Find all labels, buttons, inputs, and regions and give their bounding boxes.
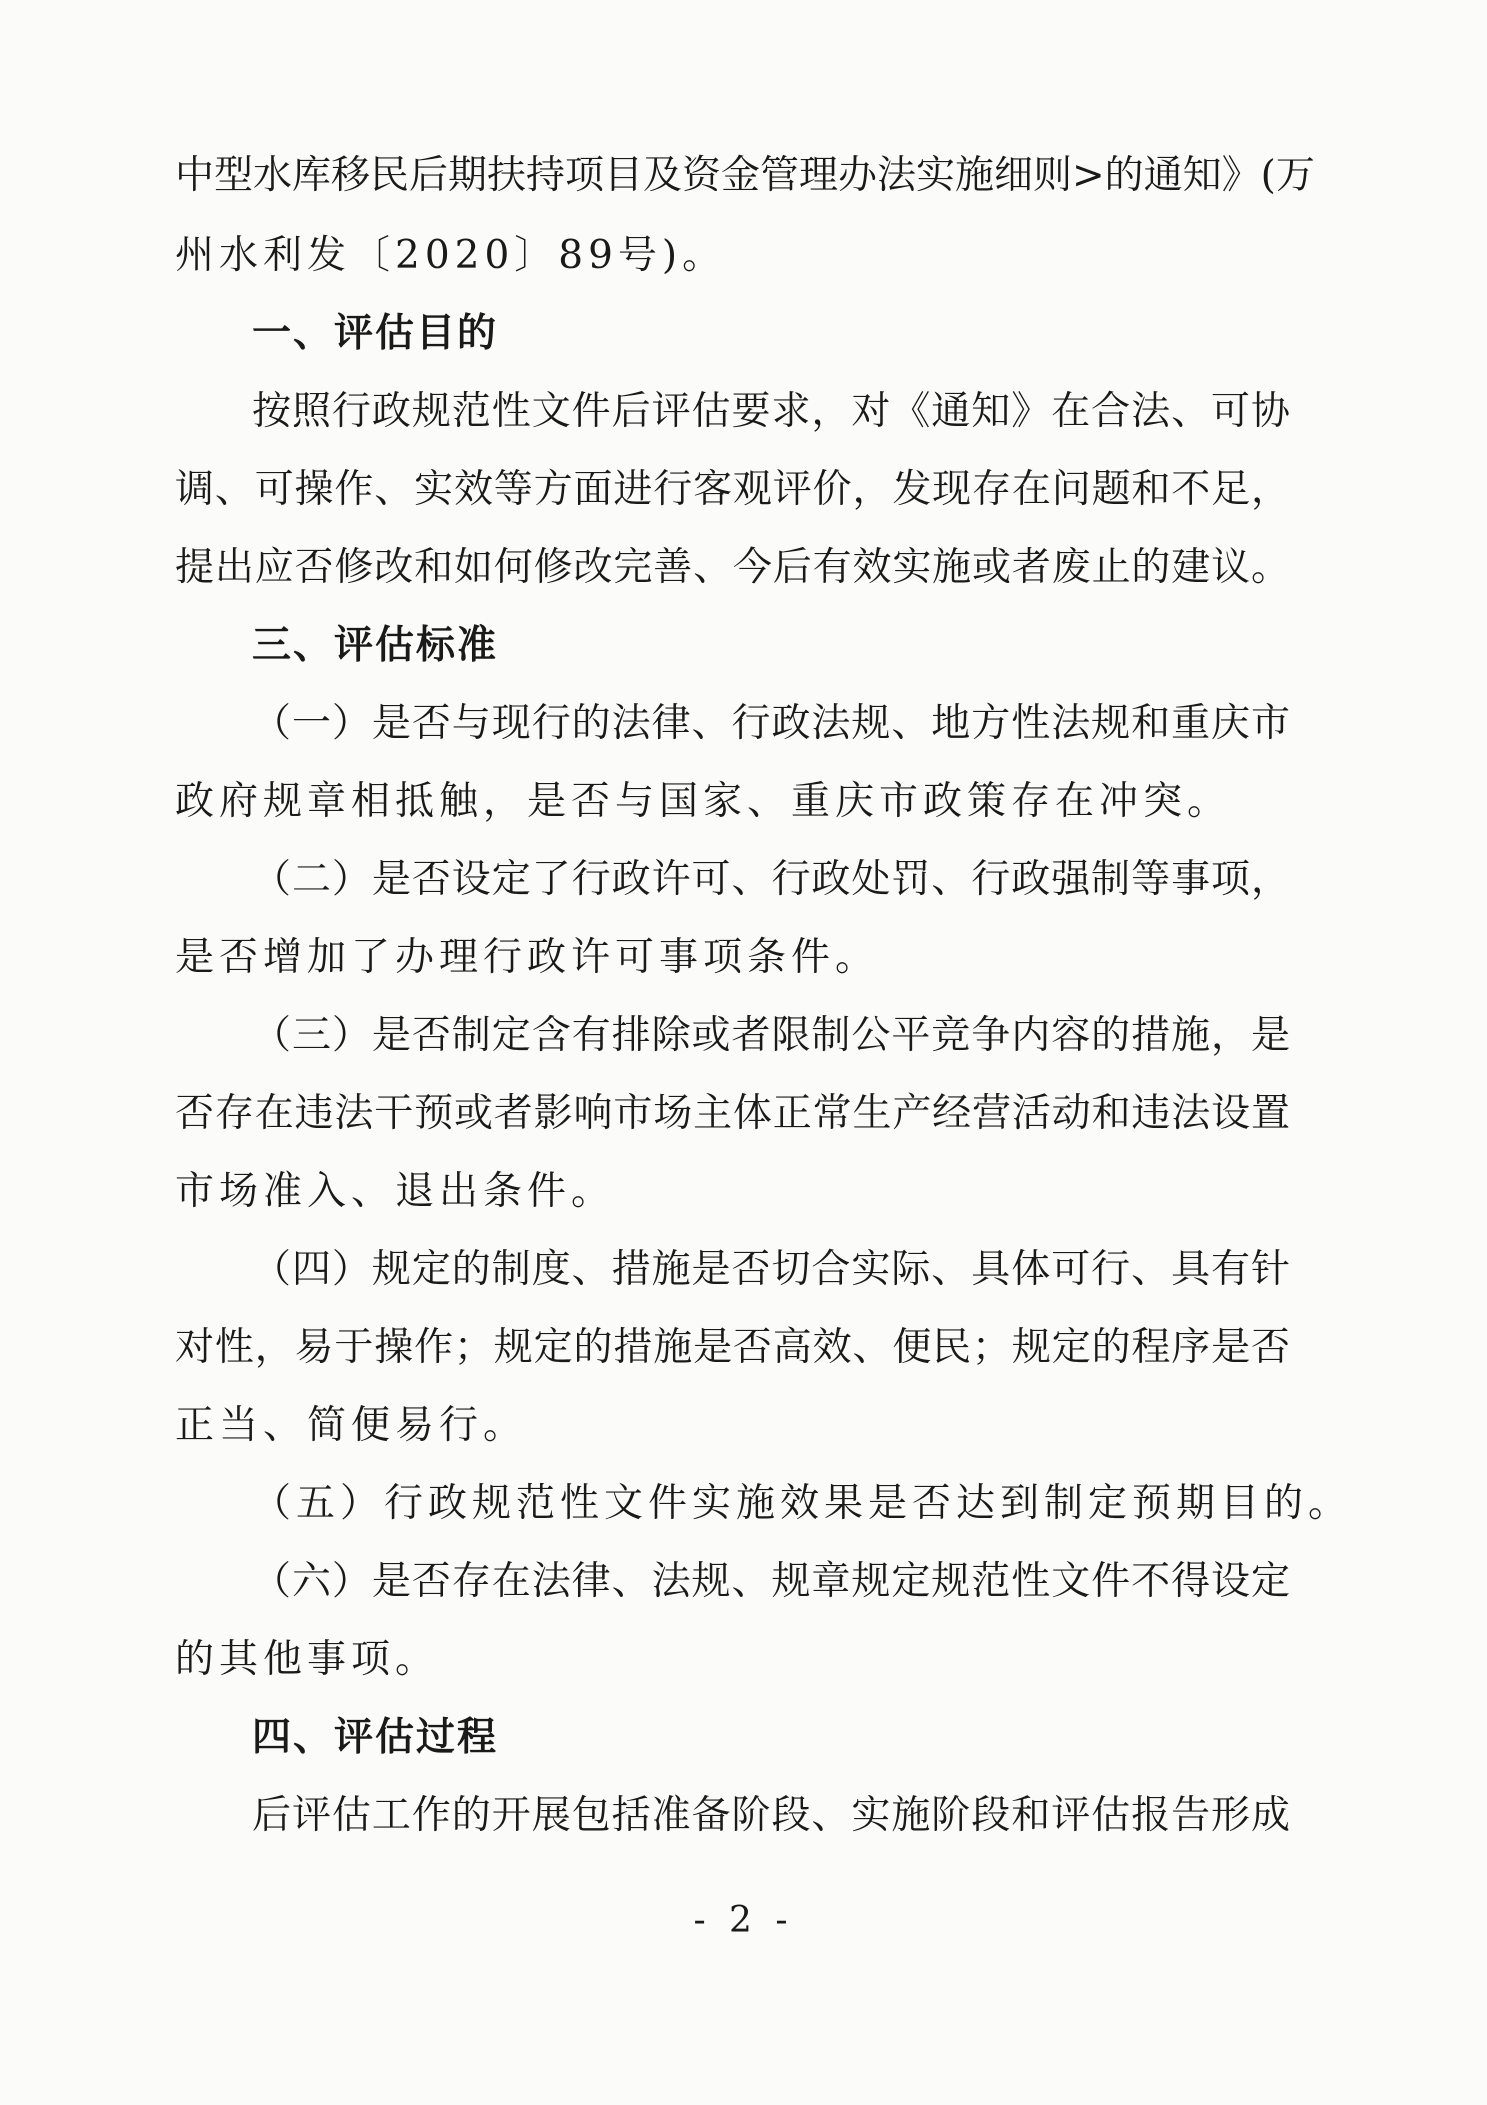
body-line: （一）是否与现行的法律、行政法规、地方性法规和重庆市 <box>252 701 1290 746</box>
section-heading: 四、评估过程 <box>252 1715 499 1760</box>
body-line: 市场准入、退出条件。 <box>175 1169 616 1214</box>
body-line: （二）是否设定了行政许可、行政处罚、行政强制等事项， <box>252 857 1290 902</box>
body-line: 后评估工作的开展包括准备阶段、实施阶段和评估报告形成 <box>252 1793 1290 1838</box>
body-line: 的其他事项。 <box>175 1637 440 1682</box>
body-line: 政府规章相抵触，是否与国家、重庆市政策存在冲突。 <box>175 779 1232 824</box>
body-line: （六）是否存在法律、法规、规章规定规范性文件不得设定 <box>252 1559 1290 1604</box>
body-line: 按照行政规范性文件后评估要求，对《通知》在合法、可协 <box>252 389 1290 434</box>
body-line: 正当、简便易行。 <box>175 1403 528 1448</box>
section-heading: 三、评估标准 <box>252 623 499 668</box>
section-heading: 一、评估目的 <box>252 311 499 356</box>
body-line: 否存在违法干预或者影响市场主体正常生产经营活动和违法设置 <box>175 1091 1290 1136</box>
page-number: - 2 - <box>693 1900 794 1941</box>
body-line: 是否增加了办理行政许可事项条件。 <box>175 935 880 980</box>
body-line: 调、可操作、实效等方面进行客观评价，发现存在问题和不足， <box>175 467 1290 512</box>
body-line: 对性，易于操作；规定的措施是否高效、便民；规定的程序是否 <box>175 1325 1290 1370</box>
body-line: 中型水库移民后期扶持项目及资金管理办法实施细则>的通知》(万 <box>175 153 1315 198</box>
body-line: 提出应否修改和如何修改完善、今后有效实施或者废止的建议。 <box>175 545 1290 590</box>
body-line: （四）规定的制度、措施是否切合实际、具体可行、具有针 <box>252 1247 1290 1292</box>
body-line: （五）行政规范性文件实施效果是否达到制定预期目的。 <box>252 1481 1353 1526</box>
body-line: 州水利发〔2020〕89号)。 <box>175 233 727 278</box>
body-line: （三）是否制定含有排除或者限制公平竞争内容的措施，是 <box>252 1013 1290 1058</box>
